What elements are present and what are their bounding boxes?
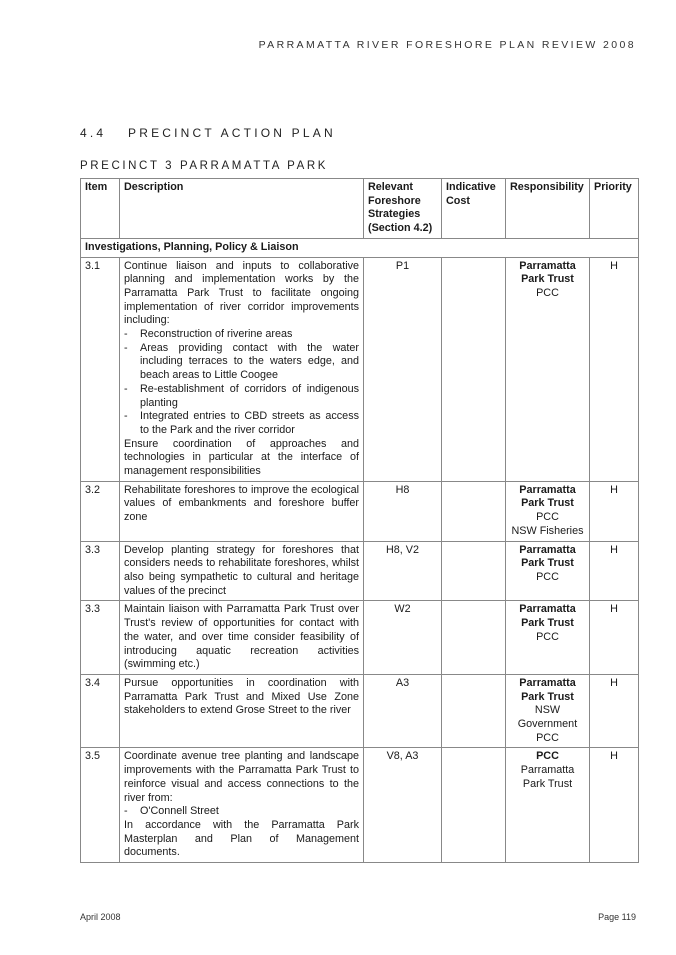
row-strategies: P1 (364, 257, 442, 481)
row-priority: H (590, 257, 639, 481)
row-priority: H (590, 674, 639, 748)
row-priority: H (590, 481, 639, 541)
row-cost (442, 674, 506, 748)
table-row (81, 257, 639, 481)
row-description: Maintain liaison with Parramatta Park Trust over Trust's review of opportunities for contact with the water, and over time consider feasibility of introducing aquatic recreation activities (swimming etc.) (120, 601, 364, 675)
bullet-item: - Integrated entries to CBD streets as access to the Park and the river corridor (124, 410, 359, 436)
row-responsibility: PCC Parramatta Park Trust (506, 748, 590, 863)
row-cost (442, 601, 506, 675)
row-item: 3.3 (81, 601, 120, 675)
header-priority: Priority (590, 179, 639, 239)
row-description: Pursue opportunities in coordination with Parramatta Park Trust and Mixed Use Zone stakeholders to extend Grose Street to the river (120, 674, 364, 748)
row-description: Develop planting strategy for foreshores that considers needs to rehabilitate foreshores, whilst also being sympathetic to cultural and heritage values of the precinct (120, 541, 364, 601)
row-item: 3.1 (81, 257, 120, 481)
row-description: Rehabilitate foreshores to improve the ecological values of embankments and foreshore buffer zone (120, 481, 364, 541)
description-text: Continue liaison and inputs to collaborative planning and implementation works by the Parramatta Park Trust to facilitate ongoing implementation of river corridor improvements including: (124, 259, 359, 327)
header-description: Description (120, 179, 364, 239)
row-description (120, 257, 364, 481)
section-heading (80, 126, 336, 140)
description-after: In accordance with the Parramatta Park Masterplan and Plan of Management documents. (124, 818, 359, 859)
footer-page-number: Page 119 (598, 912, 636, 922)
row-item: 3.4 (81, 674, 120, 748)
row-strategies: H8 (364, 481, 442, 541)
bullet-item: - Re-establishment of corridors of indigenous planting (124, 382, 359, 409)
row-responsibility: Parramatta Park Trust PCC (506, 601, 590, 675)
group-title: Investigations, Planning, Policy & Liaison (81, 238, 639, 257)
row-priority: H (590, 541, 639, 601)
row-responsibility: Parramatta Park Trust PCC NSW Fisheries (506, 481, 590, 541)
row-priority: H (590, 748, 639, 863)
group-row (81, 238, 639, 257)
table-row (81, 674, 639, 748)
action-plan-table (80, 178, 639, 863)
table-row (81, 541, 639, 601)
footer-date: April 2008 (80, 912, 121, 922)
row-cost (442, 541, 506, 601)
row-priority: H (590, 601, 639, 675)
row-item: 3.3 (81, 541, 120, 601)
row-responsibility: Parramatta Park Trust PCC (506, 541, 590, 601)
header-item: Item (81, 179, 120, 239)
table-row (81, 481, 639, 541)
running-header: PARRAMATTA RIVER FORESHORE PLAN REVIEW 2008 (258, 39, 636, 51)
row-strategies: H8, V2 (364, 541, 442, 601)
row-description (120, 748, 364, 863)
bullet-item: - Areas providing contact with the water including terraces to the waters edge, and beach areas to Little Coogee (124, 341, 359, 382)
row-strategies: V8, A3 (364, 748, 442, 863)
header-responsibility: Responsibility (506, 179, 590, 239)
row-strategies: W2 (364, 601, 442, 675)
description-text: Coordinate avenue tree planting and landscape improvements with the Parramatta Park Trust to reinforce visual and access connections to the river from: (124, 750, 359, 804)
table-row (81, 601, 639, 675)
header-cost: Indicative Cost (442, 179, 506, 239)
header-strategies: Relevant Foreshore Strategies (Section 4.2) (364, 179, 442, 239)
row-strategies: A3 (364, 674, 442, 748)
table-header-row (81, 179, 639, 239)
table-row (81, 748, 639, 863)
row-cost (442, 257, 506, 481)
bullet-item: - O'Connell Street (124, 805, 219, 818)
row-responsibility: Parramatta Park Trust NSW Government PCC (506, 674, 590, 748)
bullet-item: - Reconstruction of riverine areas (124, 328, 293, 341)
row-responsibility: Parramatta Park Trust PCC (506, 257, 590, 481)
row-cost (442, 748, 506, 863)
section-title: PRECINCT ACTION PLAN (128, 126, 336, 140)
description-after: Ensure coordination of approaches and technologies in particular at the interface of management responsibilities (124, 437, 359, 478)
row-cost (442, 481, 506, 541)
section-number: 4.4 (80, 126, 107, 140)
precinct-subheading: PRECINCT 3 PARRAMATTA PARK (80, 160, 329, 172)
row-item: 3.5 (81, 748, 120, 863)
row-item: 3.2 (81, 481, 120, 541)
